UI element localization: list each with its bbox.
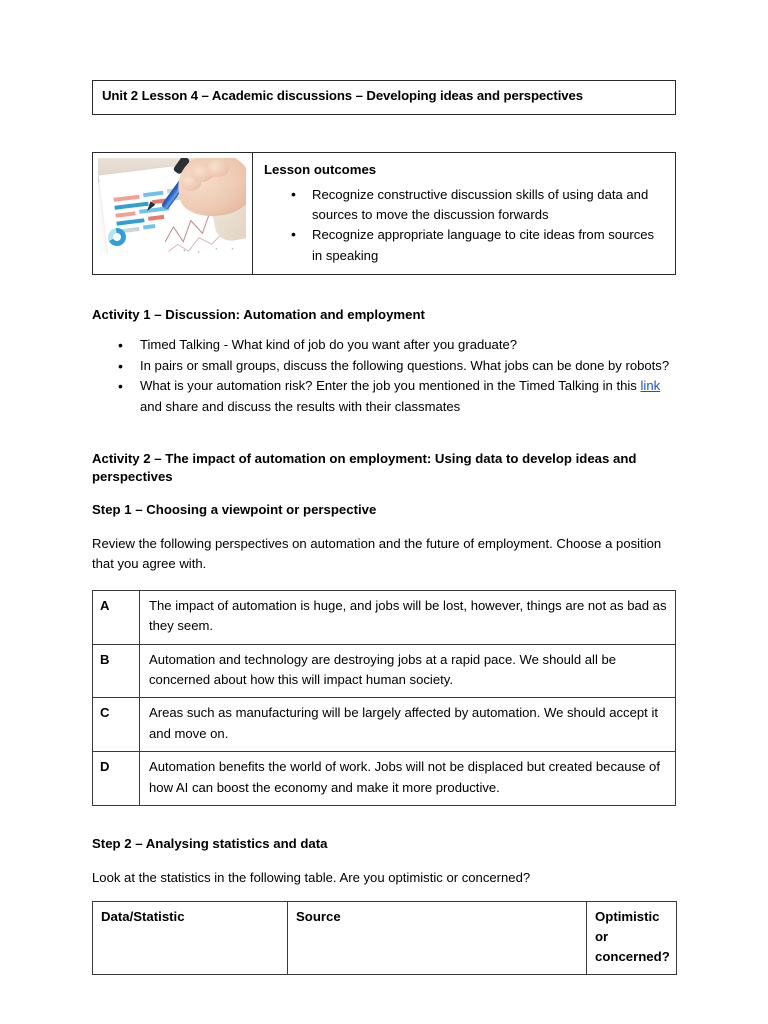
list-item: • Timed Talking - What kind of job do you want after you graduate?	[92, 335, 676, 356]
perspective-text: The impact of automation is huge, and jobs will be lost, however, things are not as bad as they seem.	[140, 590, 676, 644]
column-header-data: Data/Statistic	[93, 902, 288, 974]
spacer	[92, 325, 676, 335]
spacer	[92, 575, 676, 590]
perspective-letter: A	[93, 590, 140, 644]
table-row	[93, 590, 676, 644]
charts-photo-image	[98, 158, 246, 254]
bullet-text-after-link: and share and discuss the results with their classmates	[140, 398, 461, 414]
automation-risk-link[interactable]: link	[640, 378, 661, 394]
spacer	[92, 888, 676, 901]
page-title: Unit 2 Lesson 4 – Academic discussions – Developing ideas and perspectives	[102, 88, 583, 103]
lesson-outcomes-list	[264, 185, 665, 267]
bullet-text-before-link: What is your automation risk? Enter the job you mentioned in the Timed Talking in this	[140, 378, 641, 394]
step2-intro-paragraph: Look at the statistics in the following table. Are you optimistic or concerned?	[92, 869, 531, 885]
perspective-text: Automation and technology are destroying jobs at a rapid pace. We should all be concerned about how this will impact human society.	[140, 644, 676, 698]
perspective-letter: C	[93, 698, 140, 752]
document-content	[92, 80, 676, 975]
list-item: • Recognize appropriate language to cite ideas from sources in speaking	[264, 225, 665, 266]
list-item-with-link	[92, 376, 676, 417]
spacer	[92, 520, 676, 534]
perspective-letter: D	[93, 752, 140, 806]
lesson-outcomes-text-cell	[253, 153, 675, 275]
column-header-source: Source	[288, 902, 587, 974]
perspectives-table	[92, 590, 676, 806]
spacer	[92, 806, 676, 835]
perspective-text: Areas such as manufacturing will be largely affected by automation. We should accept it and move on.	[140, 698, 676, 752]
activity2-heading: Activity 2 – The impact of automation on employment: Using data to develop ideas and perspectives	[92, 450, 637, 485]
step2-heading: Step 2 – Analysing statistics and data	[92, 836, 328, 852]
list-item: • In pairs or small groups, discuss the following questions. What jobs can be done by robots?	[92, 356, 676, 377]
perspective-letter: B	[93, 644, 140, 698]
step1-intro-paragraph: Review the following perspectives on automation and the future of employment. Choose a position that you agree with.	[92, 535, 662, 572]
column-header-optimistic: Optimistic or concerned?	[587, 902, 677, 974]
lesson-title-box	[92, 80, 676, 115]
lesson-outcomes-box	[92, 152, 676, 276]
spacer	[92, 854, 676, 868]
statistics-table	[92, 901, 677, 974]
list-item: • Recognize constructive discussion skills of using data and sources to move the discussion forwards	[264, 185, 665, 226]
table-row	[93, 698, 676, 752]
spacer	[92, 418, 676, 450]
table-header-row	[93, 902, 677, 974]
lesson-outcomes-image-cell	[93, 153, 253, 275]
activity1-list	[92, 335, 676, 418]
step1-heading: Step 1 – Choosing a viewpoint or perspective	[92, 502, 377, 518]
table-row	[93, 752, 676, 806]
spacer	[92, 115, 676, 152]
spacer	[92, 275, 676, 306]
perspective-text: Automation benefits the world of work. Jobs will not be displaced but created because of how AI can boost the economy and make it more productive.	[140, 752, 676, 806]
activity1-heading: Activity 1 – Discussion: Automation and employment	[92, 307, 425, 323]
lesson-outcomes-heading: Lesson outcomes	[264, 161, 377, 177]
table-row	[93, 644, 676, 698]
spacer	[92, 487, 676, 501]
